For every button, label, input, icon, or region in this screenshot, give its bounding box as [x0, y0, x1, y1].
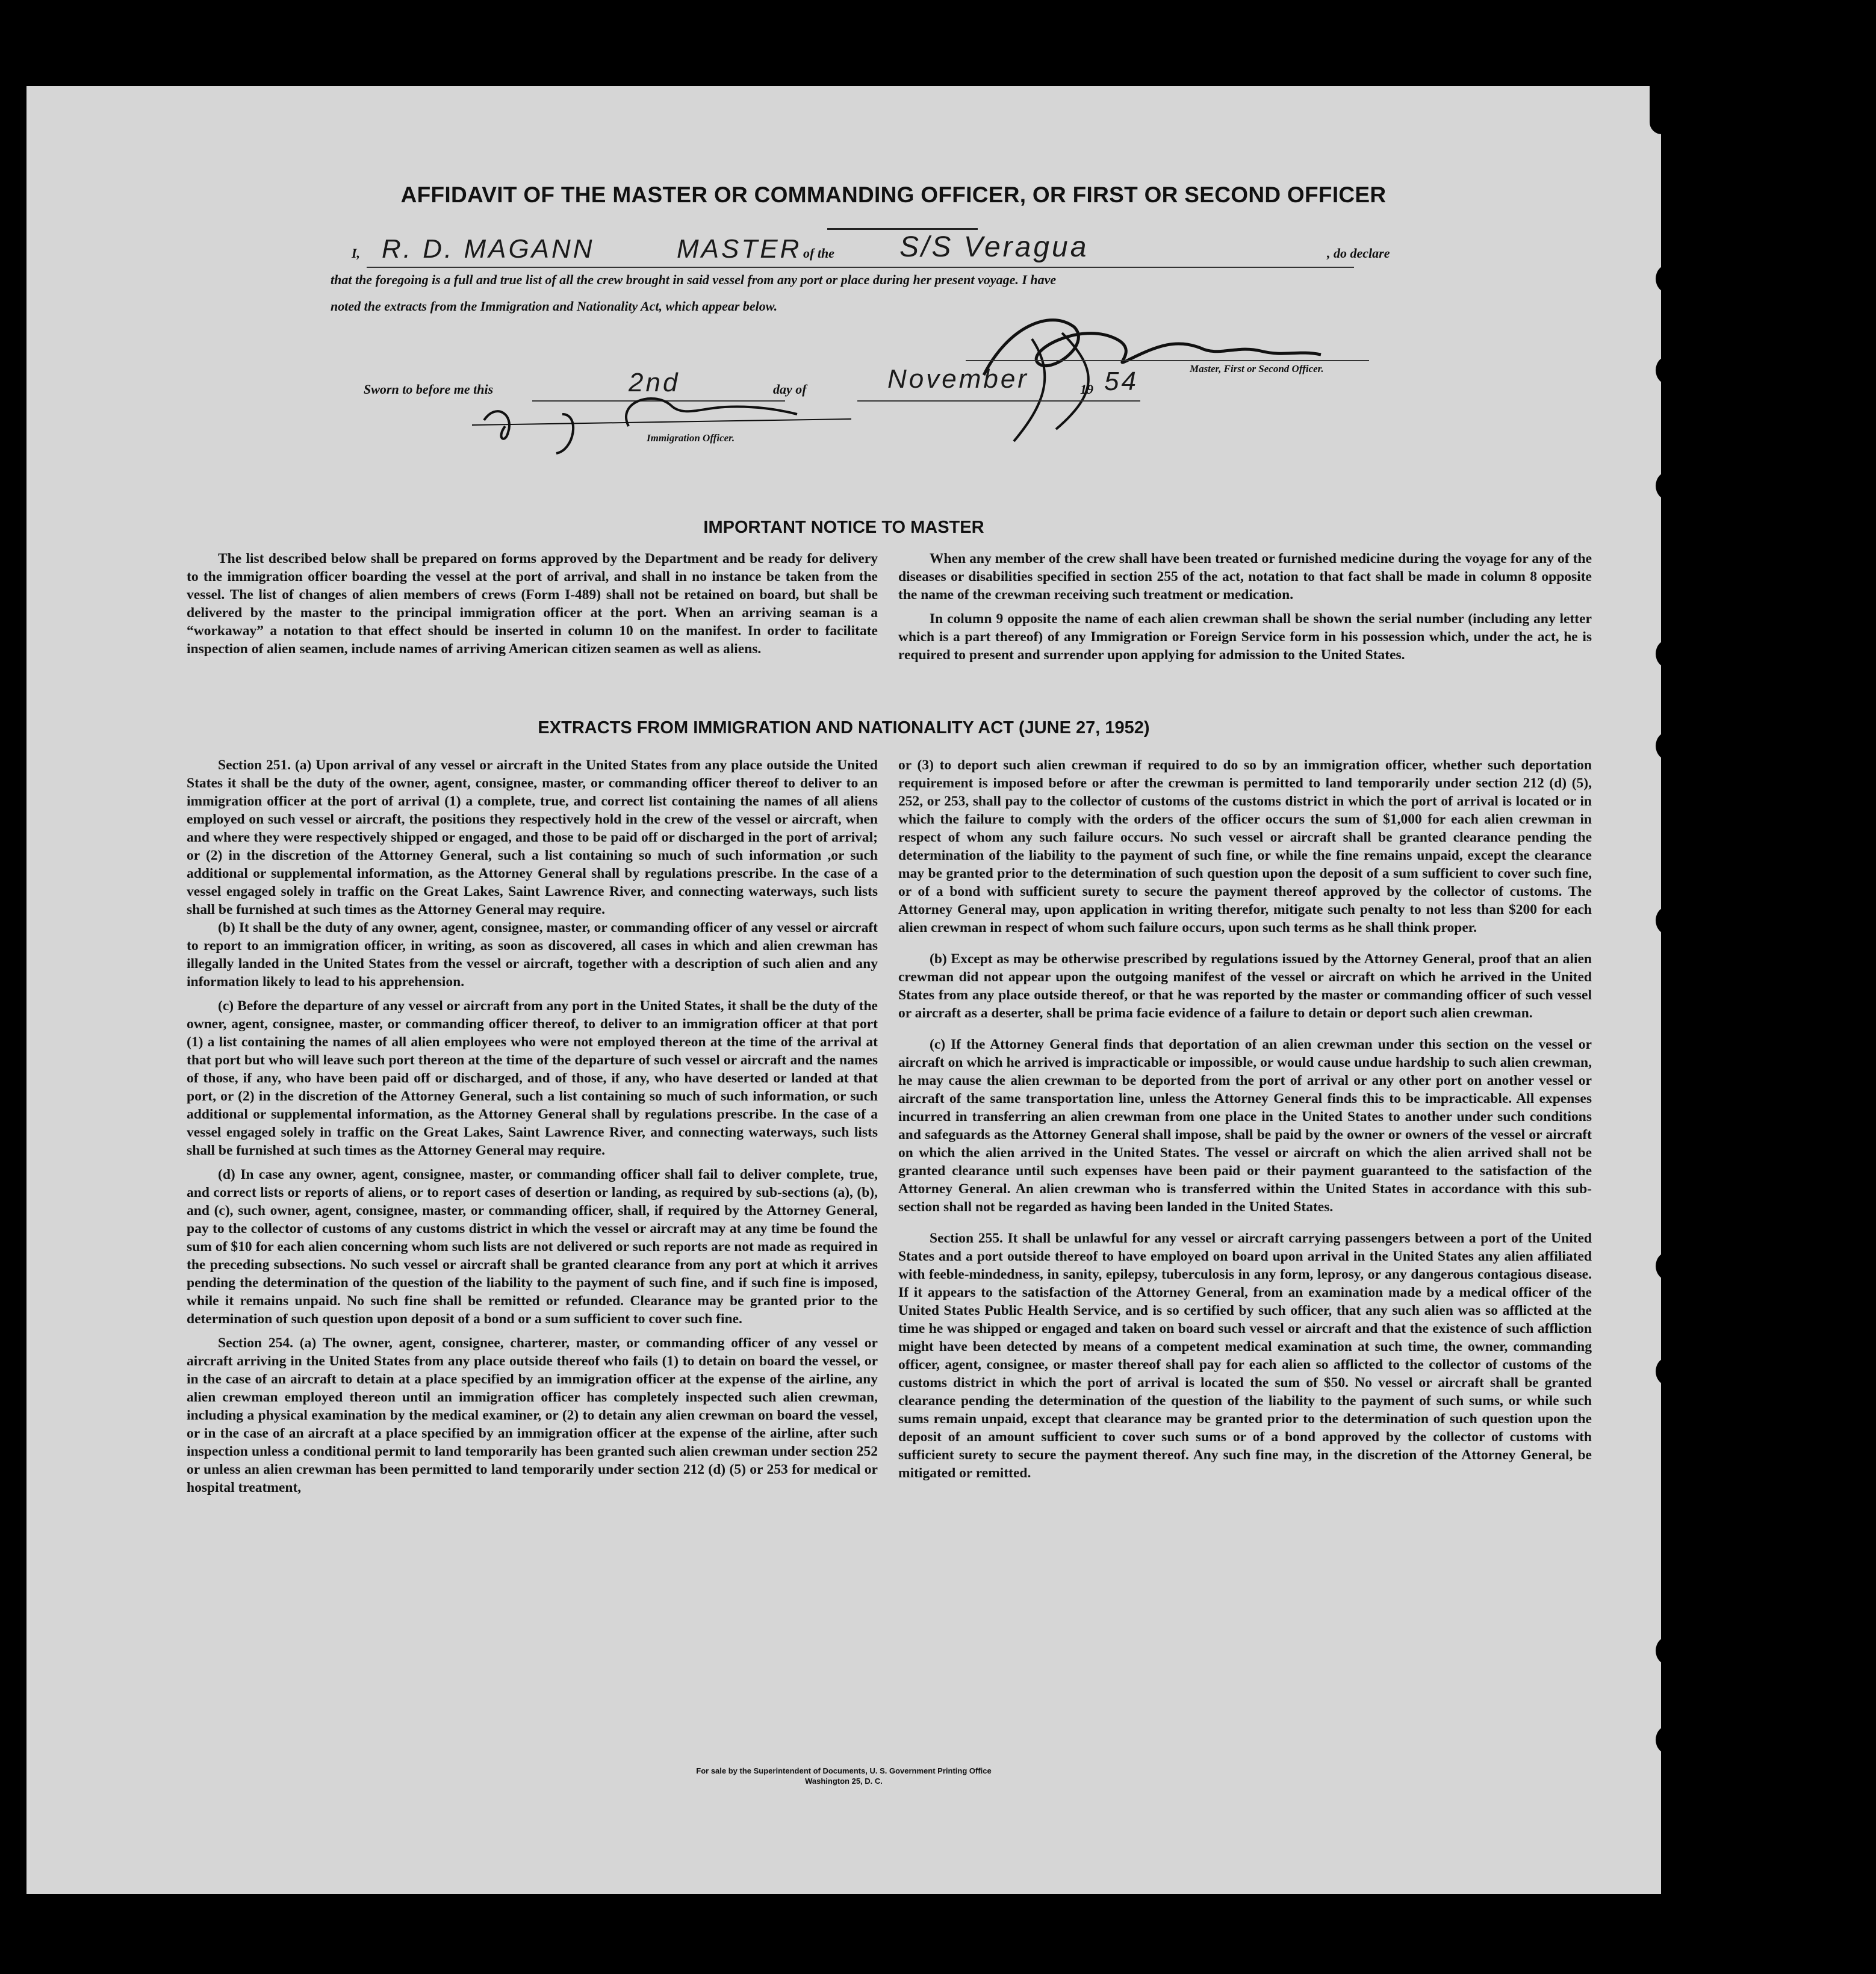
footer-line-2: Washington 25, D. C.	[805, 1777, 883, 1786]
sworn-month: November	[887, 364, 1029, 394]
sworn-day: 2nd	[629, 368, 680, 397]
vessel-name: S/S Veragua	[899, 231, 1089, 263]
punch-hole	[1656, 264, 1682, 293]
footer-line-1: For sale by the Superintendent of Documents, U. S. Government Printing Office	[696, 1766, 992, 1775]
notice-title: IMPORTANT NOTICE TO MASTER	[703, 518, 984, 537]
section-254a-continued: or (3) to deport such alien crewman if required to do so by an immigration officer, whether such deportation requirement is imposed before or after the crewman is permitted to land temporarily under section 212 (d) (5), 252, or 253, shall pay to the collector of customs of the customs district in which the port of arrival is located or in which the failure to comply with the orders of the officer occurs the sum of $1,000 for each alien crewman in respect of whom any such failure occurs. No such vessel or aircraft shall be granted clearance pending the determination of the liability to the payment of such fine, or while the fine remains unpaid, except the clearance may be granted prior to the determination of such question upon the deposit of a sum sufficient to cover such fine, or of a bond with sufficient surety to secure the payment thereof approved by the collector of customs. The Attorney General may, upon application in writing therefor, mitigate such penalty to not less than $200 for each alien crewman in respect of whom such failure occurs, upon such terms as he shall think proper.	[898, 757, 1592, 936]
notice-right-paragraph-2: In column 9 opposite the name of each alien crewman shall be shown the serial number (including any letter which is a part thereof) of any Immigration or Foreign Service form in his possession which, under the act, he is required to present and surrender upon applying for admission to the United States.	[898, 611, 1592, 663]
section-251b: (b) It shall be the duty of any owner, agent, consignee, master, or commanding officer of any vessel or aircraft to report to an immigration officer, in writing, as soon as discovered, all cases in which and alien crewman has illegally landed in the United States from the vessel or aircraft, together with a description of such alien and any information likely to lead to his apprehension.	[187, 920, 878, 990]
sworn-day-of: day of	[773, 382, 807, 397]
sworn-prefix: Sworn to before me this	[364, 382, 494, 397]
affidavit-title: AFFIDAVIT OF THE MASTER OR COMMANDING OFFICER, OR FIRST OR SECOND OFFICER	[400, 182, 1387, 207]
punch-hole	[1656, 639, 1682, 668]
title-divider	[827, 228, 978, 230]
section-251a: Section 251. (a) Upon arrival of any vessel or aircraft in the United States from any place outside the United States it shall be the duty of the owner, agent, consignee, master, or commanding officer thereof to deliver to an immigration officer at the port of arrival (1) a complete, true, and correct list containing the names of all aliens employed on such vessel or aircraft, the positions they respectively hold in the crew of the vessel or aircraft, when and where they were respectively shipped or engaged, and those to be paid off or discharged in the port of arrival; or (2) in the discretion of the Attorney General, such a list containing so much of such information ,or such additional or supplemental information, as the Attorney General shall by regulations prescribe. In the case of a vessel engaged solely in traffic on the Great Lakes, Saint Lawrence River, and connecting waterways, such lists shall be furnished at such times as the Attorney General may require.	[187, 757, 878, 917]
printing-office-footer	[26, 1766, 1661, 1786]
punch-hole	[1656, 356, 1682, 385]
top-corner-notch	[1650, 86, 1674, 134]
notice-left-column	[187, 550, 878, 664]
immigration-officer-signature	[472, 390, 857, 456]
sworn-year: 54	[1104, 367, 1138, 396]
section-251d: (d) In case any owner, agent, consignee, master, or commanding officer shall fail to deliver complete, true, and correct lists or reports of aliens, or to report cases of desertion or landing, as required by sub-sections (a), (b), and (c), such owner, agent, consignee, master, or commanding officer, shall, if required by the Attorney General, pay to the collector of customs of any customs district in which the vessel or aircraft may at any time be found the sum of $10 for each alien concerning whom such lists are not delivered or such reports are not made as required in the preceding subsections. No such vessel or aircraft shall be granted clearance from any port at which it arrives pending the determination of the question of the liability to the payment of such fine, and if such fine is imposed, while it remains unpaid. No such fine shall be remitted or refunded. Clearance may be granted prior to the determination of such question upon deposit of a bond or a sum sufficient to cover such fine.	[187, 1167, 878, 1327]
extracts-left-column	[187, 756, 878, 1503]
punch-hole	[1656, 1252, 1682, 1280]
declaration-of-the: of the	[803, 246, 834, 261]
sworn-year-prefix: 19	[1080, 382, 1093, 397]
master-signature-caption: Master, First or Second Officer.	[1190, 363, 1324, 374]
master-rank: MASTER	[677, 234, 802, 264]
notice-left-paragraph: The list described below shall be prepared on forms approved by the Department and be ready for delivery to the immigration officer boarding the vessel at the port of arrival, and shall in no instance be taken from the vessel. The list of changes of alien members of crews (Form I-489) shall not be retained on board, but shall be delivered by the master to the principal immigration officer at the port. When an arriving seaman is a “workaway” a notation to that effect should be inserted in column 10 on the manifest. In order to facilitate inspection of alien seamen, include names of arriving American citizen seamen as well as aliens.	[187, 551, 878, 657]
punch-hole	[1656, 1725, 1682, 1754]
immigration-officer-caption: Immigration Officer.	[647, 432, 735, 444]
section-255: Section 255. It shall be unlawful for any vessel or aircraft carrying passengers between a port of the United States and a port outside thereof to have employed on board upon arrival in the United States any alien affiliated with feeble-mindedness, in sanity, epilepsy, tuberculosis in any form, leprosy, or any dangerous contagious disease. If it appears to the satisfaction of the Attorney General, from an examination made by a medical officer of the United States Public Health Service, and is so certified by such officer, that any such alien was so afflicted at the time he was shipped or engaged and taken on board such vessel or aircraft and that the existence of such affliction might have been detected by means of a competent medical examination at such time, the owner, commanding officer, agent, consignee, or master thereof shall pay for each alien so afflicted to the collector of customs of the customs district in which the port of arrival is located the sum of $50. No vessel or aircraft shall be granted clearance pending the determination of the question of the liability to the payment of such sums, or while such sums remain unpaid, except that clearance may be granted prior to the determination of such question upon the deposit of an amount sufficient to cover such sums or of a bond approved by the collector of customs with sufficient surety to secure the payment thereof. Any such fine may, in the discretion of the Attorney General, be mitigated or remitted.	[898, 1231, 1592, 1481]
punch-hole	[1656, 906, 1682, 935]
punch-hole	[1656, 731, 1682, 760]
form-sheet	[26, 86, 1661, 1894]
master-name: R. D. MAGANN	[382, 234, 595, 264]
sworn-month-underline	[857, 400, 1140, 402]
punch-hole	[1656, 1357, 1682, 1386]
extracts-title: EXTRACTS FROM IMMIGRATION AND NATIONALITY ACT (JUNE 27, 1952)	[538, 718, 1150, 737]
declaration-suffix: , do declare	[1327, 246, 1390, 261]
declaration-line-3: noted the extracts from the Immigration and Nationality Act, which appear below.	[331, 299, 778, 314]
declaration-line-2: that the foregoing is a full and true list of all the crew brought in said vessel from any port or place during her present voyage. I have	[331, 272, 1057, 287]
section-254b: (b) Except as may be otherwise prescribed by regulations issued by the Attorney General, proof that an alien crewman did not appear upon the outgoing manifest of the vessel or aircraft on which he arrived in the United States from any place outside thereof, or that he was reported by the master or commanding officer of such vessel or aircraft as a deserter, shall be prima facie evidence of a failure to detain or deport such alien crewman.	[898, 951, 1592, 1021]
master-signature-line	[966, 360, 1369, 361]
section-254a: Section 254. (a) The owner, agent, consignee, charterer, master, or commanding officer of any vessel or aircraft arriving in the United States from any place outside thereof who fails (1) to detain on board the vessel, or in the case of an aircraft to detain at a place specified by an immigration officer at the expense of the airline, any alien crewman employed thereon until an immigration officer has completely inspected such alien crewman, including a physical examination by the medical examiner, or (2) to detain any alien crewman on board the vessel, or in the case of an aircraft at a place specified by an immigration officer at the expense of the airline, after such inspection unless a conditional permit to land temporarily has been granted such alien crewman under section 252 or unless an alien crewman has been permitted to land temporarily under section 212 (d) (5) or 253 for medical or hospital treatment,	[187, 1335, 878, 1495]
section-251c: (c) Before the departure of any vessel or aircraft from any port in the United States, it shall be the duty of the owner, agent, consignee, master, or commanding officer thereof, to deliver to an immigration officer at that port (1) a list containing the names of all alien employees who were not employed thereon at the time of the arrival at that port but who will leave such port thereon at the time of the departure of such vessel or aircraft and the names of those, if any, who have been paid off or discharged, and of those, if any, who have deserted or landed at that port, or (2) in the discretion of the Attorney General, such a list containing so much of such information, or such additional or supplemental information, as the Attorney General shall by regulations prescribe. In the case of a vessel engaged solely in traffic on the Great Lakes, Saint Lawrence River, and connecting waterways, such lists shall be furnished at such times as the Attorney General may require.	[187, 998, 878, 1158]
punch-hole	[1656, 1636, 1682, 1665]
extracts-right-column	[898, 756, 1592, 1488]
notice-right-column	[898, 550, 1592, 670]
declaration-prefix: I,	[352, 246, 361, 261]
punch-hole	[1656, 471, 1682, 500]
section-254c: (c) If the Attorney General finds that deportation of an alien crewman under this section on the vessel or aircraft on which he arrived is impracticable or impossible, or would cause undue hardship to such alien crewman, he may cause the alien crewman to be deported from the port of arrival or any other port on another vessel or aircraft of the same transportation line, unless the Attorney General finds this to be impracticable. All expenses incurred in transferring an alien crewman from one place in the United States to another under such conditions and safeguards as the Attorney General shall impose, shall be paid by the owner or owners of the vessel or aircraft on which the alien arrived in the United States. The vessel or aircraft on which the alien arrived shall not be granted clearance until such expenses have been paid or their payment guaranteed to the satisfaction of the Attorney General. An alien crewman who is transferred within the United States in accordance with this sub-section shall not be regarded as having been landed in the United States.	[898, 1037, 1592, 1215]
notice-right-paragraph-1: When any member of the crew shall have been treated or furnished medicine during the voyage for any of the diseases or disabilities specified in section 255 of the act, notation to that fact shall be made in column 8 opposite the name of the crewman receiving such treatment or medication.	[898, 551, 1592, 603]
